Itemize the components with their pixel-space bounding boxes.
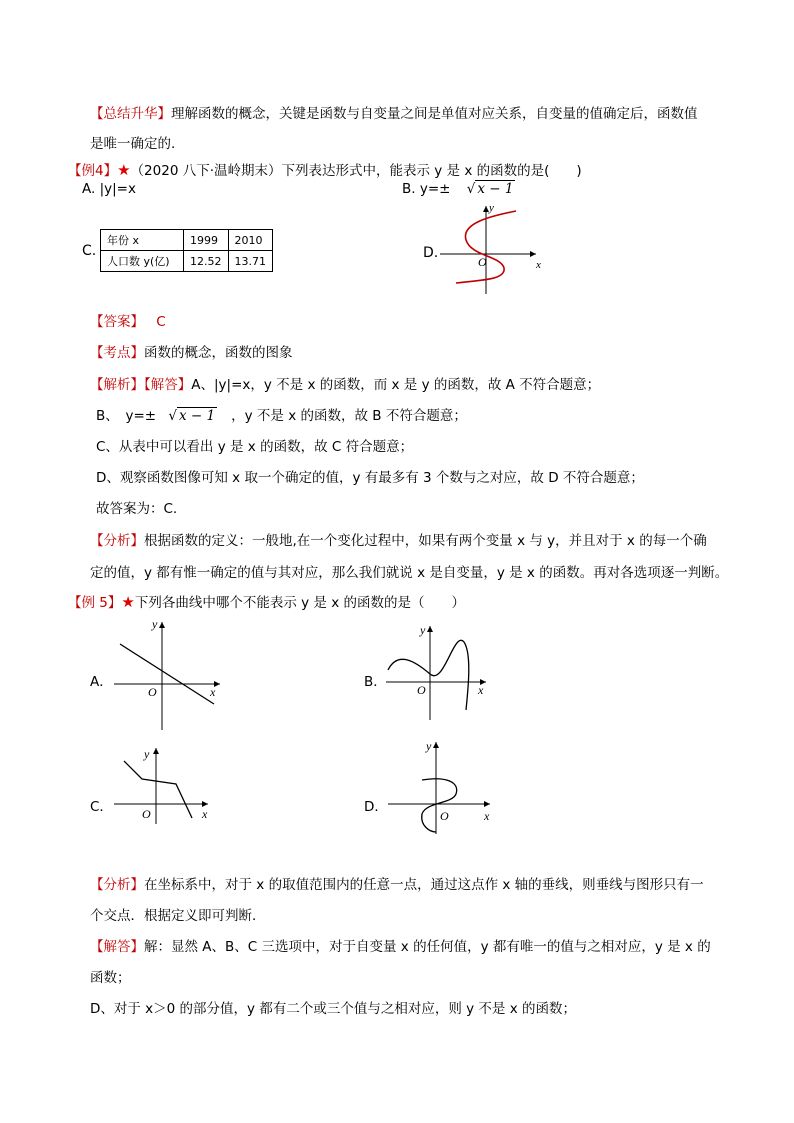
x-label: x xyxy=(210,685,216,699)
ex5-graph-b xyxy=(384,620,494,724)
analysis-b-prefix: B、 y=± xyxy=(96,408,157,424)
y-axis-arrow-icon xyxy=(153,748,159,754)
ex5-jieda-3: D、对于 x＞0 的部分值，y 都有二个或三个值与之相对应，则 y 不是 x 的函数； xyxy=(90,1001,576,1017)
ex4-conclusion: 故答案为：C. xyxy=(96,501,178,517)
table-cell: 人口数 y(亿) xyxy=(101,251,184,272)
x-label: x xyxy=(202,807,208,821)
ex4-point xyxy=(90,341,293,361)
fenxi-tag: 【分析】 xyxy=(90,877,144,893)
ex5-tag: 【例 5】 xyxy=(68,595,122,611)
ex5-graph-c xyxy=(112,744,217,826)
table-cell: 12.52 xyxy=(184,251,229,272)
origin-label: O xyxy=(417,683,426,697)
ex4-analysis-c: C、从表中可以看出 y 是 x 的函数，故 C 符合题意； xyxy=(96,439,414,455)
ex4-table xyxy=(100,229,273,272)
graph-line xyxy=(120,644,214,704)
ex5-fenxi-1 xyxy=(90,873,704,893)
ex4-table-wrap xyxy=(100,229,273,272)
y-label: y xyxy=(420,623,426,637)
ex5-jieda-2: 函数； xyxy=(90,970,131,986)
ex4-analysis-b xyxy=(96,404,467,424)
ex4-fenxi-1 xyxy=(90,529,707,549)
table-row xyxy=(101,230,273,251)
ex4-stem-text: （2020 八下·温岭期末）下列表达形式中，能表示 y 是 x 的函数的是( ) xyxy=(130,163,582,179)
origin-label: O xyxy=(148,685,157,699)
ex4-analysis-d: D、观察函数图像可知 x 取一个确定的值，y 有最多有 3 个数与之对应，故 D 不符合题意； xyxy=(96,470,644,486)
x-axis-arrow-icon xyxy=(484,801,490,807)
ex5-option-b: B． xyxy=(364,674,387,690)
polyline-graph xyxy=(124,761,192,818)
ex5-option-d: D． xyxy=(364,799,388,815)
y-axis-arrow-icon xyxy=(433,742,439,748)
curve xyxy=(388,640,469,710)
y-axis-arrow-icon xyxy=(427,626,433,632)
point-tag: 【考点】 xyxy=(90,345,144,361)
analysis-b-sqrt: x − 1 xyxy=(179,408,216,424)
point-text: 函数的概念，函数的图象 xyxy=(144,345,293,361)
x-label: x xyxy=(484,809,490,823)
ex4-option-b-prefix: B. y=± xyxy=(402,181,451,197)
ex4-graph-d xyxy=(436,198,551,298)
ex4-option-a: A. |y|=x xyxy=(82,181,136,197)
ex4-option-d: D. xyxy=(423,245,439,261)
table-cell: 2010 xyxy=(228,230,273,251)
x-label: x xyxy=(536,259,541,271)
ex4-option-b-sqrt: x − 1 xyxy=(477,181,514,197)
origin-label: O xyxy=(478,255,487,269)
fenxi-tag: 【分析】 xyxy=(90,533,144,549)
ex5-graph-d xyxy=(384,738,496,838)
ex4-option-c: C. xyxy=(82,243,97,259)
jieda-tag: 【解答】 xyxy=(90,939,144,955)
summary-line-1 xyxy=(90,102,698,122)
ex5-fenxi-2: 个交点．根据定义即可判断． xyxy=(90,908,266,924)
star-icon: ★ xyxy=(117,161,131,179)
sqrt-icon: √ xyxy=(168,408,178,424)
ex5-jieda-1 xyxy=(90,935,711,955)
analysis-b-suffix: ，y 不是 x 的函数，故 B 不符合题意； xyxy=(231,408,467,424)
fenxi-text-1: 在坐标系中，对于 x 的取值范围内的任意一点，通过这点作 x 轴的垂线，则垂线与图形只有一 xyxy=(144,877,704,893)
analysis-tag: 【解析】【解答】 xyxy=(90,377,192,393)
y-axis-arrow-icon xyxy=(159,622,165,628)
y-label: y xyxy=(489,202,494,214)
ex4-stem xyxy=(68,159,582,179)
origin-label: O xyxy=(440,809,449,823)
x-label: x xyxy=(478,683,484,697)
table-cell: 13.71 xyxy=(228,251,273,272)
y-label: y xyxy=(426,739,432,753)
ex5-option-c: C． xyxy=(90,799,113,815)
analysis-a-text: A、|y|=x，y 不是 x 的函数，而 x 是 y 的函数，故 A 不符合题意； xyxy=(191,377,601,393)
table-row xyxy=(101,251,273,272)
sqrt-icon: √ xyxy=(466,181,476,197)
answer-value: C xyxy=(156,314,166,330)
table-cell: 年份 x xyxy=(101,230,184,251)
ex5-stem xyxy=(68,591,465,611)
summary-text-2: 是唯一确定的. xyxy=(90,136,176,152)
summary-tag: 【总结升华】 xyxy=(90,106,171,122)
ex4-fenxi-2: 定的值，y 都有惟一确定的值与其对应，那么我们就说 x 是自变量，y 是 x 的函数。再对各选项逐一判断。 xyxy=(90,565,729,581)
ex5-option-a: A． xyxy=(90,674,113,690)
ex4-answer xyxy=(90,310,166,330)
y-label: y xyxy=(144,747,150,761)
jieda-text-1: 解：显然 A、B、C 三选项中，对于自变量 x 的任何值，y 都有唯一的值与之相对应，y 是 x 的 xyxy=(144,939,711,955)
star-icon: ★ xyxy=(121,593,135,611)
summary-text-1: 理解函数的概念，关键是函数与自变量之间是单值对应关系，自变量的值确定后，函数值 xyxy=(171,106,698,122)
fenxi-text-1: 根据函数的定义：一般地,在一个变化过程中，如果有两个变量 x 与 y，并且对于 x 的每一个确 xyxy=(144,533,707,549)
y-label: y xyxy=(152,617,158,631)
ex4-option-b xyxy=(402,181,515,197)
ex5-graph-a xyxy=(112,614,227,734)
ex5-stem-text: 下列各曲线中哪个不能表示 y 是 x 的函数的是（ ） xyxy=(134,595,465,611)
ex4-tag: 【例4】 xyxy=(68,163,118,179)
answer-tag: 【答案】 xyxy=(90,314,144,330)
curve xyxy=(422,779,457,832)
origin-label: O xyxy=(142,807,151,821)
table-cell: 1999 xyxy=(184,230,229,251)
x-axis-arrow-icon xyxy=(530,251,536,257)
ex4-analysis-a xyxy=(90,373,600,393)
